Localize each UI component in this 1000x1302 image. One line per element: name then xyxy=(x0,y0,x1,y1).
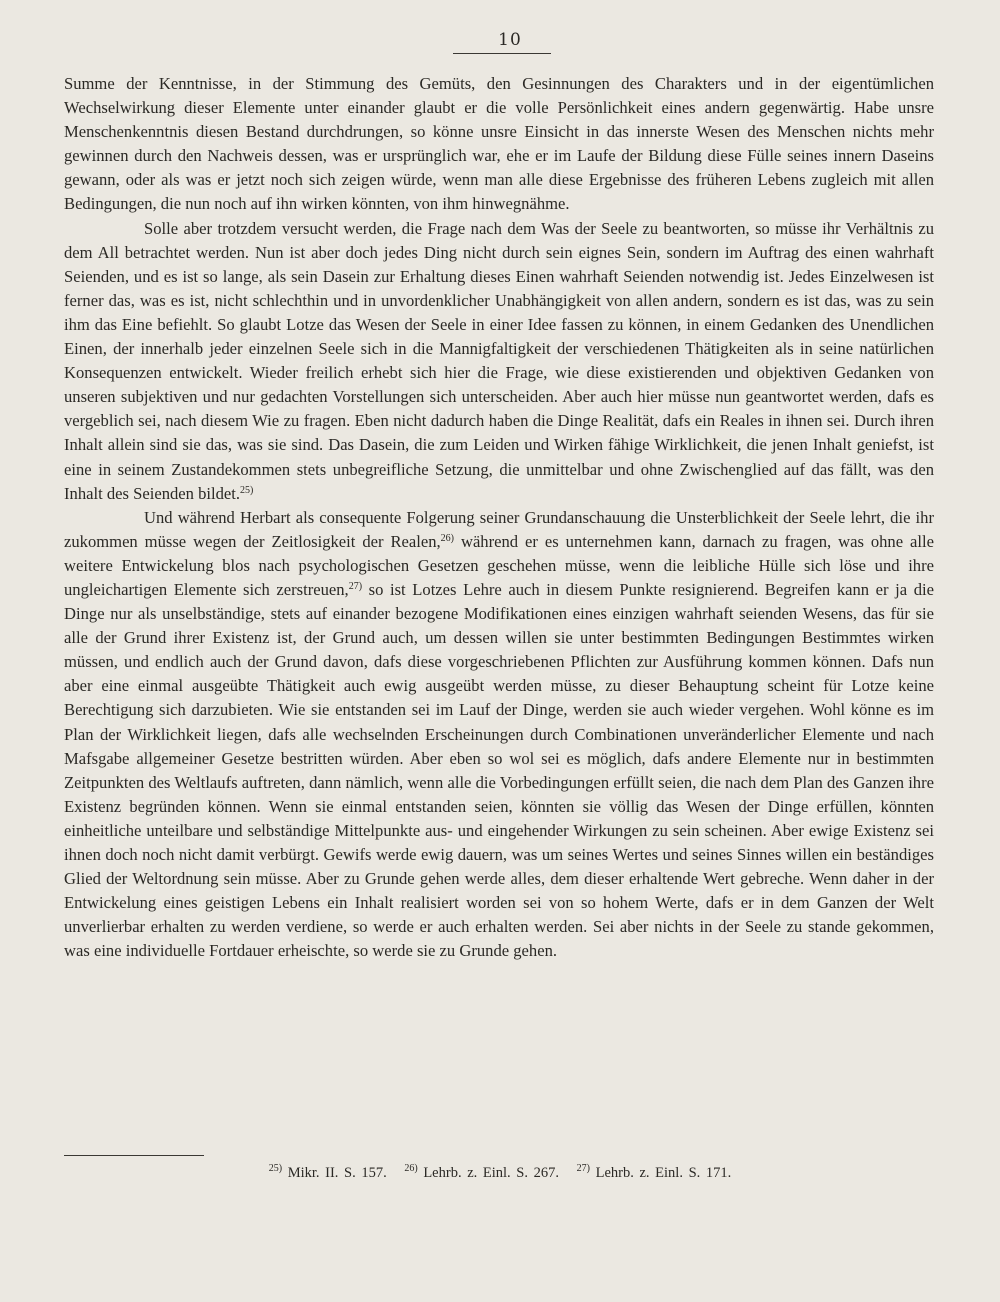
page-number: 10 xyxy=(498,30,522,50)
footnote-ref-25[interactable]: 25) xyxy=(240,484,254,496)
footnote-ref-26[interactable]: 26) xyxy=(440,532,455,544)
footnote-rule xyxy=(64,1155,204,1156)
footnote-marker: 26) xyxy=(404,1163,418,1174)
body-text xyxy=(64,72,934,963)
footnotes xyxy=(0,1165,1000,1182)
footnote-marker: 27) xyxy=(576,1163,590,1174)
footnote-25 xyxy=(269,1165,387,1181)
footnote-marker: 25) xyxy=(268,1163,283,1174)
paragraph-3 xyxy=(64,506,934,964)
paragraph-2 xyxy=(64,217,934,506)
footnote-text: Mikr. II. S. 157. xyxy=(287,1165,387,1181)
footnote-ref-27[interactable]: 27) xyxy=(348,580,363,592)
paragraph-3-text-b: während er es unternehmen kann, darnach zu fragen, was ohne alle weitere Entwickelung blos nach psychologischen Gesetzen geschehen müsse, wenn die leibliche Hülle sich löse und ihre ungleichartigen Elemente sich zerstreuen, xyxy=(64,531,934,599)
footnote-text: Lehrb. z. Einl. S. 267. xyxy=(423,1165,559,1181)
paragraph-2-text: Solle aber trotzdem versucht werden, die Frage nach dem Was der Seele zu beantworten, so müsse ihr Verhältnis zu dem All betrachtet werden. Nun ist aber doch jedes Ding nicht durch sein eignes Sein, sondern im Auftrag des einen wahrhaft Seienden, und es ist so lange, als sein Dasein zur Erhaltung dieses Einen wahrhaft Seienden notwendig ist. Jedes Einzelwesen ist ferner das, was es ist, nicht schlechthin und in unvordenklicher Unabhängigkeit von allen andern, sondern es ist das, was zu sein ihm das Eine befiehlt. So glaubt Lotze das Wesen der Seele in einer Idee fassen zu können, in einem Gedanken des Unendlichen Einen, der innerhalb jeder einzelnen Seele sich in die Mannigfaltigkeit der verschiedenen Thätigkeiten als in seine natürlichen Konsequenzen entwickelt. Wieder freilich erhebt sich hier die Frage, wie diese existierenden und objektiven Gedanken von unseren subjektiven und nur gedachten Vorstellungen sich unterscheiden. Aber auch hier müsse nun geantwortet werden, dafs es vergeblich sei, nach diesem Wie zu fragen. Eben nicht dadurch haben die Dinge Realität, dafs ein Reales in ihnen sei. Durch ihren Inhalt allein sind sie das, was sie sind. Das Dasein, die zum Leiden und Wirken fähige Wirklichkeit, die jenen Inhalt geniefst, ist eine in seinem Zustandekommen stets unbegreifliche Setzung, die unmittelbar und ohne Zwischenglied auf das fällt, was den Inhalt des Seienden bildet. xyxy=(64,218,934,503)
header-rule xyxy=(453,53,551,54)
paragraph-3-text-a: Und während Herbart als consequente Folgerung seiner Grundanschauung die Unsterblichkeit der Seele lehrt, die ihr zukommen müsse wegen der Zeitlosigkeit der Realen, xyxy=(64,507,934,551)
footnote-26 xyxy=(404,1165,559,1181)
paragraph-3-text-c: so ist Lotzes Lehre auch in diesem Punkte resignierend. Begreifen kann er ja die Dinge nur als unselbständige, stets auf einander bezogene Modifikationen eines einzigen wahrhaft seienden Wesens, das für sie alle der Grund ihrer Existenz ist, der Grund auch, um dessen willen sie unter bestimmten Bedingungen Bestimmtes wirken müssen, und endlich auch der Grund davon, dafs diese vorgeschriebenen Pflichten zur Ausführung kommen können. Dafs nun aber eine einmal ausgeübte Thätigkeit auch ewig ausgeübt werden müsse, zu dieser Behauptung scheint für Lotze keine Berechtigung sich darzubieten. Wie sie entstanden sei im Lauf der Dinge, werden sie auch wieder vergehen. Wohl könne es im Plan der Wirklichkeit liegen, dafs alle wechselnden Erscheinungen durch Combinationen unveränderlicher Elemente und nach Mafsgabe allgemeiner Gesetze bestritten würden. Aber eben so wol sei es möglich, dafs andere Elemente nur in bestimmten Zeitpunkten des Weltlaufs auftreten, dann nämlich, wenn alle die Vorbedingungen erfüllt seien, die nach dem Plan des Ganzen ihre Existenz begründen können. Wenn sie einmal entstanden seien, könnten sie völlig das Wesen der Dinge erfüllen, könnten einheitliche unteilbare und selbständige Mittelpunkte aus- und eingehender Wirkungen zu sein scheinen. Aber ewige Existenz sei ihnen doch noch nicht damit verbürgt. Gewifs werde ewig dauern, was um seines Wertes und seines Sinnes willen ein beständiges Glied der Weltordnung sein müsse. Aber zu Grunde gehen werde alles, dem dieser erhaltende Wert gebreche. Wenn daher in der Entwickelung eines geistigen Lebens ein Inhalt realisiert worden sei von so hohem Werte, dafs er in dem Ganzen der Welt unverlierbar erhalten zu werden verdiene, so werde er auch erhalten werden. Sei aber nichts in der Seele zu stande gekommen, was eine individuelle Fortdauer erheischte, so werde sie zu Grunde gehen. xyxy=(64,579,934,961)
footnote-27 xyxy=(577,1165,732,1181)
footnote-text: Lehrb. z. Einl. S. 171. xyxy=(595,1165,732,1181)
paragraph-1: Summe der Kenntnisse, in der Stimmung des Gemüts, den Gesinnungen des Charakters und in der eigentümlichen Wechselwirkung dieser Elemente unter einander glaubt er die volle Persönlichkeit eines andern gegenwärtig. Habe unsre Menschenkenntnis diesen Bestand durchdrungen, so könne unsre Einsicht in das innerste Wesen des Menschen nichts mehr gewinnen durch den Nachweis dessen, was er ursprünglich war, ehe er im Laufe der Bildung diese Fülle seines innern Daseins gewann, oder als was er jetzt noch sich zeigen würde, wenn man alle diese Ergebnisse des früheren Lebens zugleich mit allen Bedingungen, die nun noch auf ihn wirken könnten, von ihm hinwegnähme. xyxy=(64,74,934,214)
